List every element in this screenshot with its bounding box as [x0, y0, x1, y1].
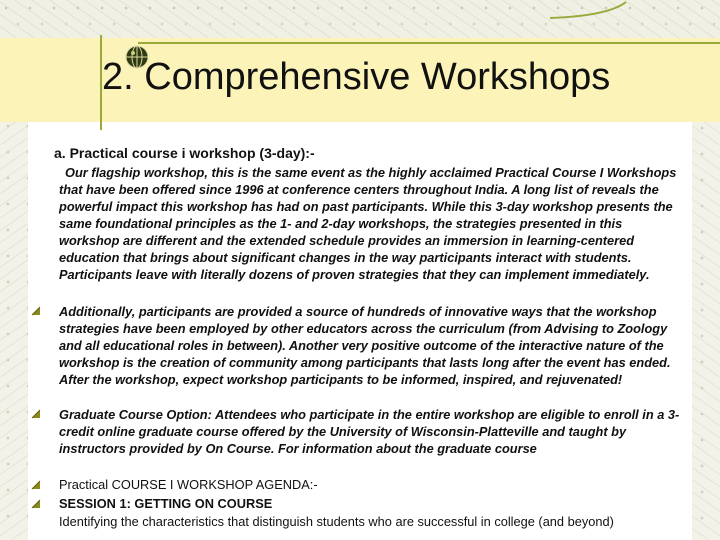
paragraph-flagship: Our flagship workshop, this is the same event as the highly acclaimed Practical Course I Workshops that have been offered since 1996 at conference centers throughout India. A long list of reveals the powerful impact this workshop has had on past participants. While this 3-day workshop presents the same foundational principles as the 1- and 2-day workshops, the strategies presented in this workshop are different and the extended schedule provides an immersion in learning-centered education that brings about significant changes in the way participants interact with students. Participants leave with literally dozens of proven strategies that they can implement immediately.: [59, 165, 677, 282]
leaf-bullet-icon: [31, 409, 41, 419]
session-1-heading: SESSION 1: GETTING ON COURSE: [59, 496, 273, 511]
accent-arc-icon: [548, 0, 628, 20]
agenda-heading: Practical COURSE I WORKSHOP AGENDA:-: [59, 477, 318, 492]
accent-line-horizontal: [138, 42, 720, 44]
leaf-bullet-icon: [31, 306, 41, 316]
paragraph-graduate-option: Graduate Course Option: Attendees who participate in the entire workshop are eligible to enroll in a 3-credit online graduate course offered by the University of Wisconsin-Platteville and taught by instructors provided by On Course. For information about the graduate course: [59, 407, 680, 456]
leaf-bullet-icon: [31, 480, 41, 490]
section-subheading: a. Practical course i workshop (3-day):-: [54, 145, 315, 161]
session-1-description: Identifying the characteristics that distinguish students who are successful in college (and beyond): [59, 514, 614, 529]
page-title: 2. Comprehensive Workshops: [102, 56, 611, 98]
leaf-bullet-icon: [31, 499, 41, 509]
paragraph-additionally: Additionally, participants are provided a source of hundreds of innovative ways that the workshop strategies have been employed by other educators across the curriculum (from Advising to Zoology and all educational roles in between). Another very positive outcome of the interactive nature of the workshop is the creation of community among participants that lasts long after the event has ended. After the workshop, expect workshop participants to be informed, inspired, and rejuvenated!: [59, 304, 671, 387]
